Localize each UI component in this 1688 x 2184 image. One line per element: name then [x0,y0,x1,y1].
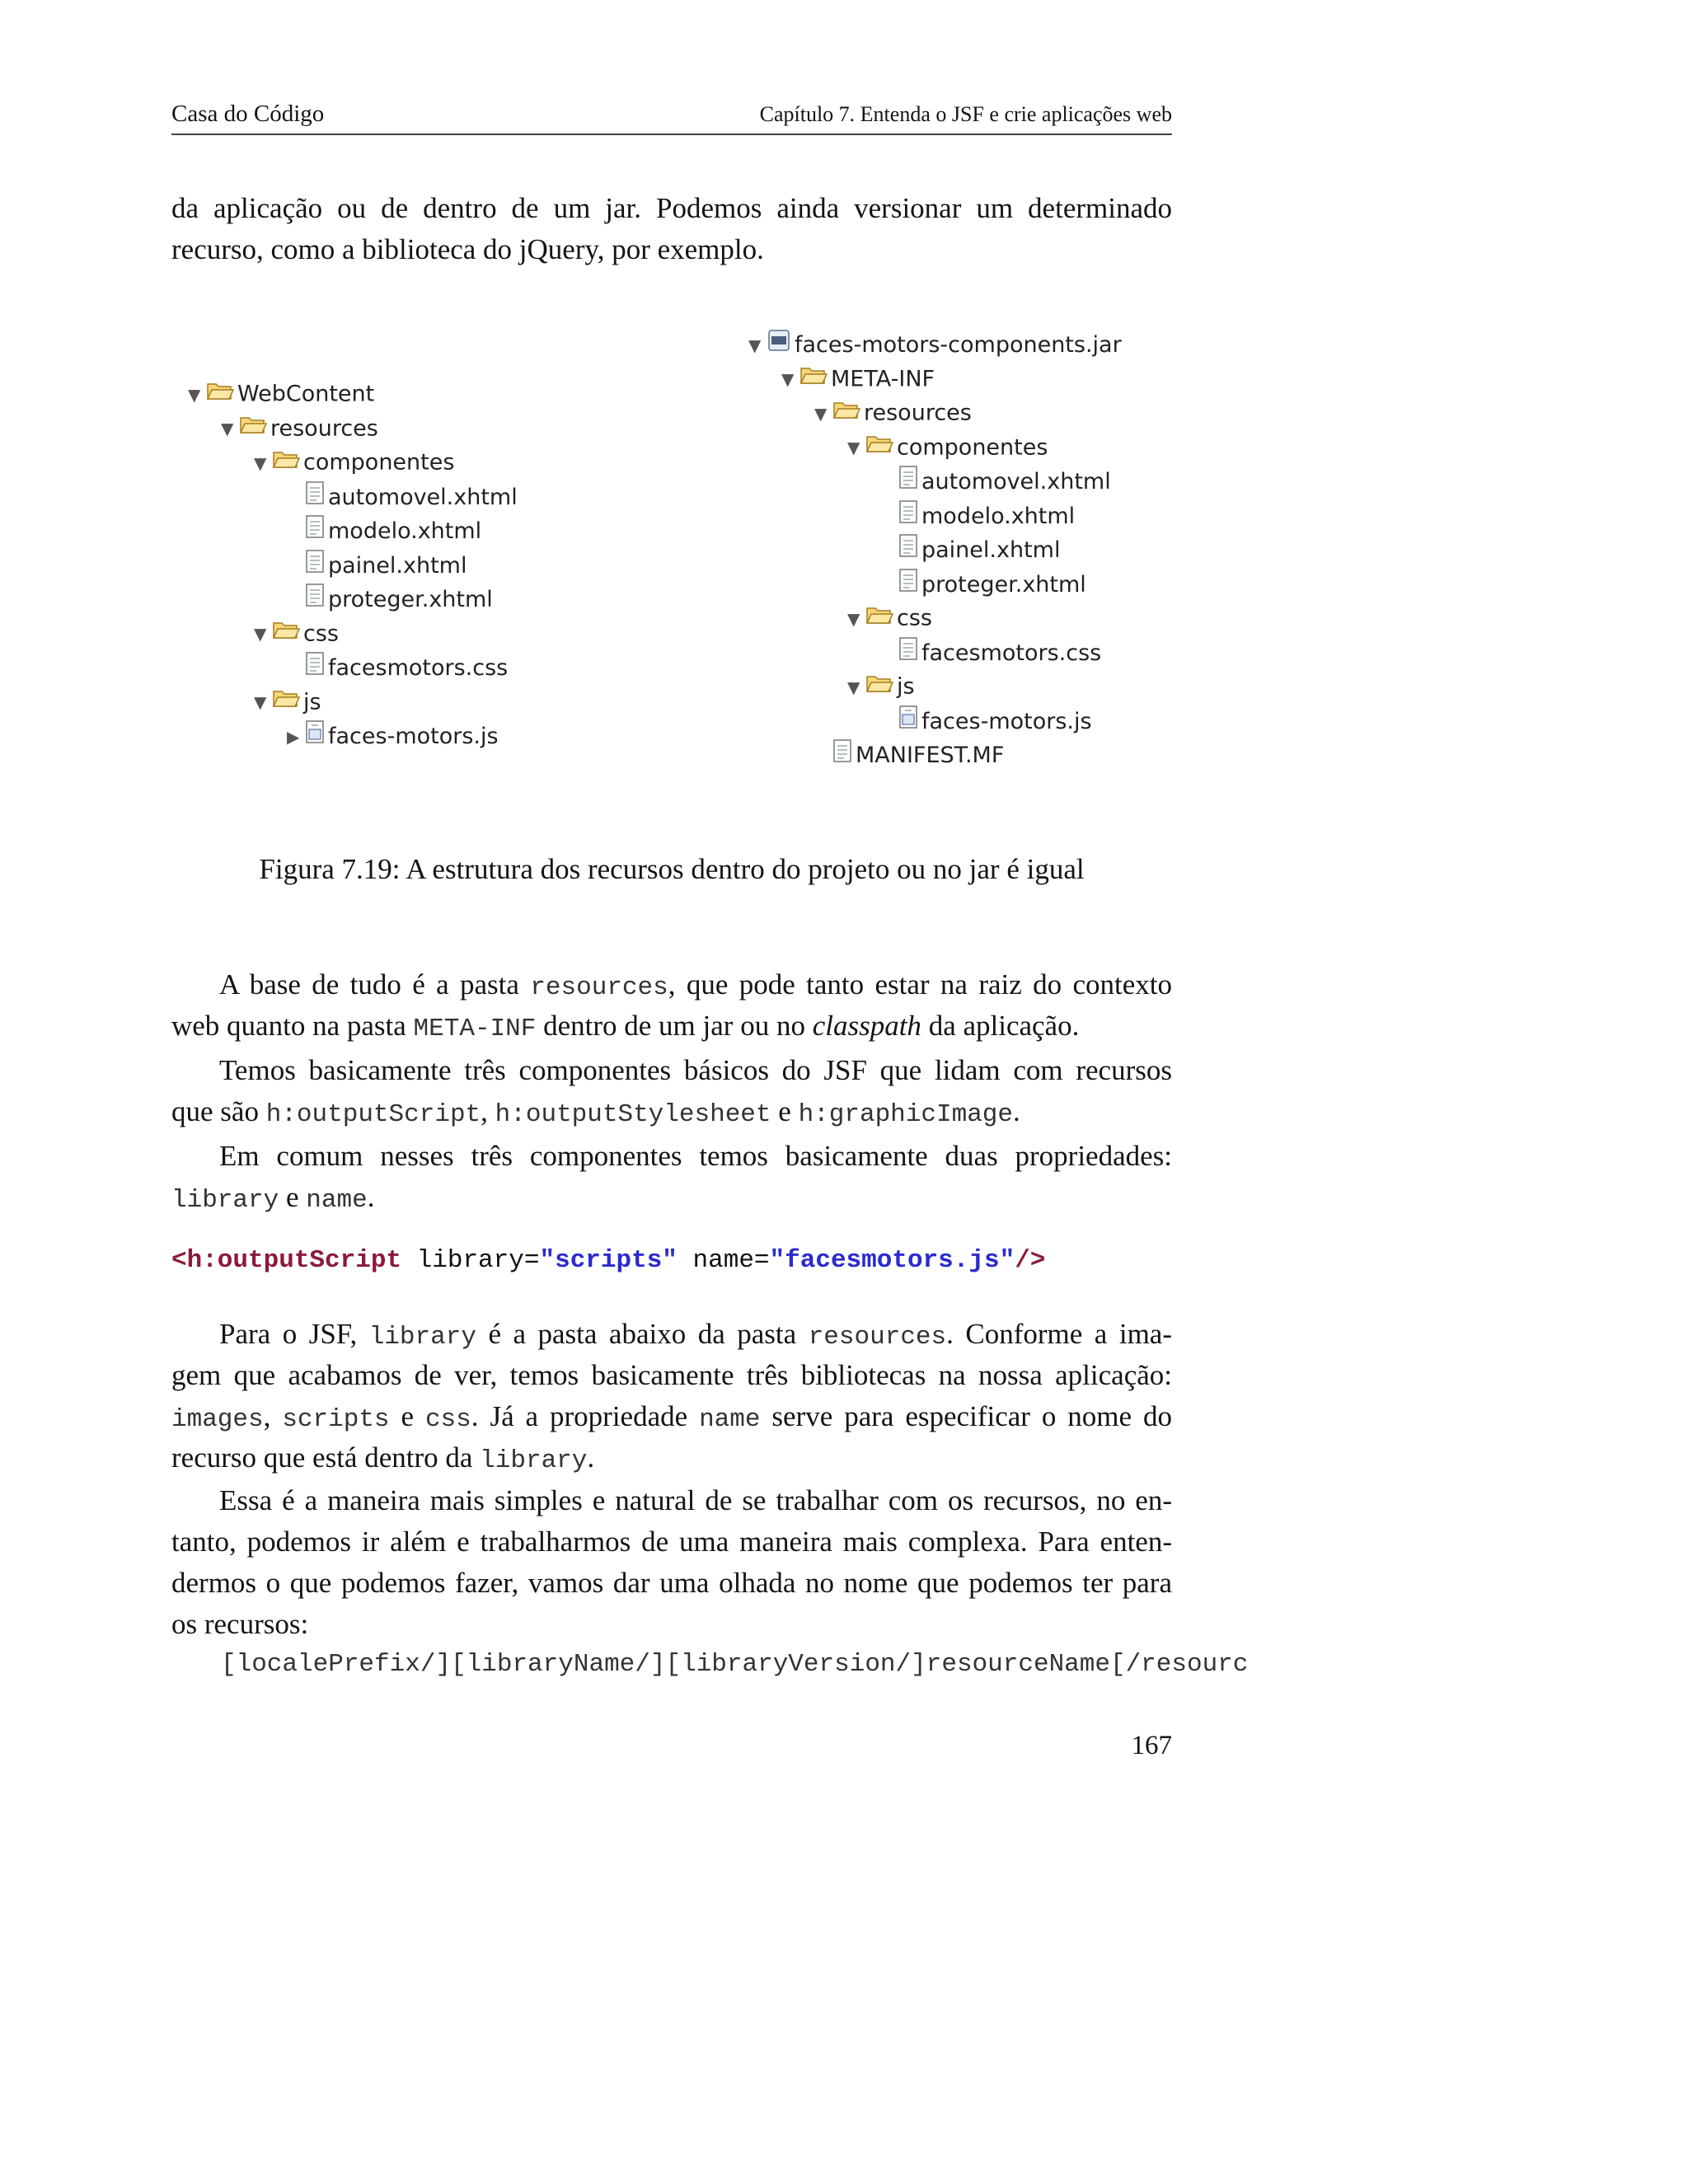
p5-line-1: Essa é a maneira mais simples e natural de se trabalhar com os recursos, no en- [219,1484,1172,1516]
tree-node-label: js [897,673,915,700]
file-icon [898,568,918,602]
tree-node[interactable] [880,568,1086,601]
inline-code: name [699,1405,761,1434]
tree-node[interactable] [254,617,339,650]
tree-node[interactable] [287,514,481,547]
inline-code: name [306,1186,368,1215]
text: que são [171,1095,266,1127]
expand-arrow-icon[interactable]: ▼ [254,624,267,644]
inline-code: h:graphicImage [798,1100,1014,1129]
expand-arrow-icon[interactable]: ▼ [814,403,828,424]
text: e [771,1095,799,1127]
tree-node[interactable] [748,328,1122,361]
tree-node-label: proteger.xhtml [328,587,493,612]
inline-code: css [424,1405,471,1434]
figure-caption: Figura 7.19: A estrutura dos recursos dentro do projeto ou no jar é igual [259,853,1085,885]
tree-node[interactable] [287,719,499,752]
code-string: "facesmotors.js" [769,1246,1015,1275]
folder-icon [865,602,893,635]
tree-node-label: resources [270,415,378,441]
intro-line-2: recurso, como a biblioteca do jQuery, por exemplo. [171,233,764,265]
folder-icon [799,363,828,396]
tree-node[interactable] [880,705,1092,738]
tree-node-label: faces-motors-components.jar [795,332,1122,358]
code-sample [171,1246,1045,1275]
p5-line-4: os recursos: [171,1608,309,1640]
expand-arrow-icon[interactable]: ▼ [221,419,234,438]
intro-line-1: da aplicação ou de dentro de um jar. Podemos ainda versionar um determinado [171,192,1172,224]
expand-arrow-icon[interactable]: ▼ [254,452,267,473]
p3-line-2 [171,1177,1172,1218]
tree-node[interactable] [847,602,932,635]
inline-code: META-INF [413,1015,537,1043]
resource-name-syntax: [localePrefix/][libraryName/][libraryVersion/]resourceName[/resourc [221,1650,1249,1679]
tree-node[interactable] [814,738,1004,771]
tree-node[interactable] [188,377,374,410]
p5-line-2: tanto, podemos ir além e trabalharmos de uma maneira mais complexa. Para enten- [171,1526,1172,1558]
file-icon [305,514,325,549]
tree-node[interactable] [880,636,1101,669]
text: e [279,1181,307,1213]
tree-node[interactable] [880,465,1111,498]
paragraph-4 [171,1314,1172,1479]
tree-node-label: js [303,689,321,715]
file-icon [305,480,325,515]
tree-node[interactable] [254,446,454,479]
tree-node-label: componentes [303,449,455,476]
paragraph-1 [171,964,1172,1047]
tree-node[interactable] [287,549,467,582]
tree-node-label: automovel.xhtml [328,484,518,510]
text: serve para especificar o nome do [760,1400,1172,1432]
text: , [263,1400,283,1432]
tree-node[interactable] [287,583,493,616]
tree-node-label: css [897,605,932,631]
tree-node-label: resources [864,400,972,426]
tree-node-label: modelo.xhtml [328,518,482,544]
tree-node-label: facesmotors.css [921,640,1102,666]
p4-line-2: gem que acabamos de ver, temos basicamente três bibliotecas na nossa aplicação: [171,1359,1172,1391]
tree-node[interactable] [781,363,935,396]
expand-arrow-icon[interactable]: ▼ [254,692,267,712]
expand-arrow-icon[interactable]: ▼ [781,369,795,389]
folder-icon [865,671,893,704]
tree-node-label: faces-motors.js [328,724,499,749]
code-tag-end: /> [1015,1246,1046,1275]
text: é a pasta abaixo da pasta [476,1318,809,1350]
intro-paragraph [171,188,1172,270]
inline-code: library [480,1446,588,1475]
text: Para o JSF, [219,1318,369,1350]
tree-node-label: faces-motors.js [921,708,1092,734]
p4-line-3 [171,1396,1172,1437]
tree-node-label: WebContent [237,381,375,407]
tree-node-label: META-INF [831,366,935,391]
expand-arrow-icon[interactable]: ▼ [188,384,201,405]
file-icon [305,583,325,617]
file-icon [898,533,918,568]
page-number: 167 [1131,1731,1172,1760]
p1-line-2 [171,1005,1172,1047]
file-icon [832,738,852,773]
expand-arrow-icon[interactable]: ▼ [748,335,762,355]
js-file-icon [898,705,918,739]
tree-node-label: modelo.xhtml [921,503,1076,529]
file-icon [305,651,325,686]
tree-node-label: facesmotors.css [328,655,509,681]
text: . [1013,1095,1020,1127]
inline-code: scripts [282,1405,390,1434]
text: e [389,1400,425,1432]
text: da aplicação. [921,1010,1080,1042]
tree-node-label: painel.xhtml [921,537,1061,563]
expand-arrow-icon[interactable]: ▼ [847,608,860,629]
tree-node-label: painel.xhtml [328,552,467,579]
text: , que pode tanto estar na raiz do contexto [668,968,1173,1001]
tree-node-label: MANIFEST.MF [856,743,1005,768]
expand-arrow-icon[interactable]: ▼ [847,438,860,457]
tree-node-label: componentes [897,434,1048,460]
paragraph-3 [171,1136,1172,1218]
code-string: "scripts" [539,1246,678,1275]
folder-icon [832,397,860,430]
tree-node[interactable] [287,651,508,684]
tree-node[interactable] [880,499,1075,532]
file-icon [898,636,918,671]
tree-node-label: automovel.xhtml [921,469,1111,494]
inline-code: images [171,1405,264,1434]
text: A base de tudo é a pasta [219,968,531,1001]
text: . Conforme a ima- [946,1318,1172,1350]
tree-node[interactable] [847,431,1048,464]
folder-icon [272,686,300,719]
file-icon [898,499,918,534]
code-attr: name= [677,1246,770,1275]
p2-line-2 [171,1091,1172,1132]
p5-line-3: dermos o que podemos fazer, vamos dar uma olhada no nome que podemos ter para [171,1567,1172,1599]
p2-line-1: Temos basicamente três componentes básicos do JSF que lidam com recursos [219,1054,1172,1086]
p4-line-4 [171,1437,1172,1479]
inline-code: h:outputScript [265,1100,481,1129]
code-tag: <h:outputScript [171,1246,402,1275]
paragraph-2 [171,1050,1172,1132]
text: . Já a propriedade [471,1400,700,1432]
tree-node[interactable] [254,686,321,719]
text: , [481,1095,495,1127]
p4-line-1 [171,1314,1172,1355]
tree-node[interactable] [287,480,518,513]
folder-icon [239,412,267,445]
running-header [171,99,1172,135]
jar-icon [767,328,791,363]
code-attr: library= [401,1246,540,1275]
inline-code: resources [530,973,668,1002]
collapsed-arrow-icon[interactable]: ▶ [287,727,300,747]
folder-icon [272,447,300,480]
emphasis: classpath [812,1010,921,1042]
p1-line-1 [171,964,1172,1005]
inline-code: h:outputStylesheet [495,1100,771,1129]
p3-line-1: Em comum nesses três componentes temos basicamente duas propriedades: [219,1140,1172,1172]
text: . [587,1441,595,1474]
inline-code: library [171,1186,279,1215]
file-icon [305,549,325,583]
folder-icon [865,431,893,464]
text: web quanto na pasta [171,1010,414,1042]
text: dentro de um jar ou no [536,1010,813,1042]
text: recurso que está dentro da [171,1441,481,1474]
book-title: Casa do Código [171,101,325,127]
expand-arrow-icon[interactable]: ▼ [847,677,860,697]
file-icon [898,465,918,499]
text: . [367,1181,375,1213]
tree-node[interactable] [814,396,972,429]
inline-code: library [368,1323,476,1352]
tree-node[interactable] [880,533,1060,566]
tree-node[interactable] [847,670,915,703]
tree-node[interactable] [221,412,378,445]
js-file-icon [305,719,325,754]
folder-icon [272,617,300,650]
chapter-title: Capítulo 7. Entenda o JSF e crie aplicações web [759,102,1172,126]
folder-icon [206,378,234,411]
inline-code: resources [808,1323,947,1352]
paragraph-5 [171,1480,1172,1645]
tree-node-label: css [303,621,339,646]
tree-node-label: proteger.xhtml [921,571,1086,598]
